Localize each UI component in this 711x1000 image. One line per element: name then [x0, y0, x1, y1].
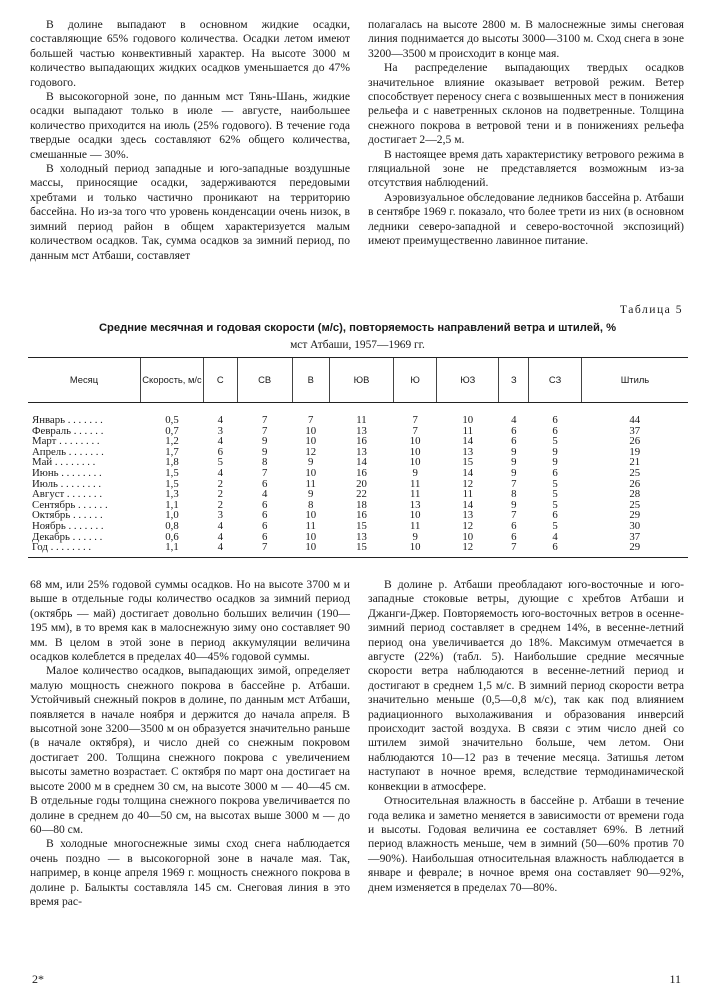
- value-cell: 8: [511, 488, 517, 501]
- month-cell: Февраль . . . . . .: [32, 424, 104, 437]
- header-cell: С: [204, 358, 238, 403]
- value-cell: 12: [437, 542, 499, 557]
- table-title: Средние месячная и годовая скорости (м/с), повторяемость направлений ветра и штилей, %: [98, 322, 617, 334]
- paragraph: Малое количество осадков, выпадающих зимой, определяет малую мощность снежного покрова в бассейне р. Атбаши. Устойчивый снежный покров в долине, по данным мст Атбаши, появляется в начале ноября и держится до начала апреля. В высотной зоне 3200—3500 м он образуется значительно раньше (в начале октября), и число дней со снежным покровом достигает 200. Толщина снежного покрова с увеличением высоты заметно возрастает. С октября по март она достигает на высоте 2000 м в среднем 30 см, на высоте 3000 м — 40—45 см. В отдельные годы толщина снежного покрова увеличивается по долине в среднем до 40—50 см, на высотах выше 3000 м — до 60—80 см.: [30, 664, 350, 836]
- value-cell: 4: [217, 435, 223, 448]
- paragraph: В высокогорной зоне, по данным мст Тянь-Шань, жидкие осадки выпадают только в июле — августе, наибольшее количество приходится на июль (25% годового). В течение года твердые осадки здесь составляют 62% общего количества, смешанные — 30%.: [30, 90, 350, 161]
- value-cell: 4: [217, 414, 223, 426]
- value-cell: 11: [462, 424, 473, 437]
- table-row: [28, 415, 688, 426]
- value-cell: 12: [305, 445, 317, 458]
- value-cell: 5: [552, 498, 558, 511]
- wind-table: [28, 357, 688, 558]
- value-cell: 1,5: [165, 477, 179, 490]
- value-cell: 6: [261, 477, 268, 490]
- paragraph: В холодный период западные и юго-западные воздушные массы, приносящие осадки, задерживаются передовыми хребтами и только частично проникают на территорию бассейна. Но из-за того что уровень конденсации очень низок, в зимний период район в общем характеризуется малым количеством осадков. Так, сумма осадков за зимний период, по данным мст Атбаши, составляет: [30, 162, 350, 262]
- paragraph: В долине выпадают в основном жидкие осадки, составляющие 65% годового количества. Осадки летом имеют большей частью конвективный характер. На высоте 3000 м количество выпадающих жидких осадков уменьшается до 47% годового.: [30, 18, 350, 89]
- value-cell: 15: [356, 519, 367, 532]
- value-cell: 8: [308, 498, 314, 511]
- value-cell: 7: [261, 466, 268, 479]
- sheet-signature: 2*: [32, 972, 44, 986]
- month-cell: Июль . . . . . . . .: [32, 477, 102, 490]
- header-cell: СЗ: [529, 358, 582, 403]
- header-cell: СВ: [237, 358, 292, 403]
- value-cell: 10: [292, 542, 329, 557]
- value-cell: 6: [511, 530, 517, 543]
- page-number: 11: [669, 972, 681, 986]
- value-cell: 22: [356, 488, 367, 501]
- text-column-bottom-right: [368, 578, 684, 895]
- value-cell: 15: [329, 542, 393, 557]
- paragraph: В настоящее время дать характеристику ветрового режима в гляциальной зоне не представляется возможным из-за отсутствия наблюдений.: [368, 147, 684, 190]
- value-cell: 7: [511, 509, 517, 522]
- month-cell: Июнь . . . . . . . .: [32, 466, 102, 479]
- value-cell: 7: [261, 414, 268, 426]
- value-cell: 9: [552, 445, 558, 458]
- value-cell: 3: [217, 424, 223, 437]
- value-cell: 6: [511, 435, 517, 448]
- value-cell: 12: [462, 477, 474, 490]
- month-cell: Год . . . . . . . .: [28, 542, 141, 557]
- value-cell: 16: [356, 509, 367, 522]
- value-cell: 6: [552, 414, 558, 426]
- value-cell: 0,5: [165, 414, 179, 426]
- value-cell: 16: [356, 466, 367, 479]
- value-cell: 26: [629, 477, 641, 490]
- month-cell: Январь . . . . . . .: [32, 414, 103, 426]
- month-cell: Декабрь . . . . . .: [32, 530, 103, 543]
- value-cell: 9: [308, 456, 314, 469]
- value-cell: 9: [511, 498, 517, 511]
- value-cell: 4: [261, 488, 268, 501]
- value-cell: 10: [462, 530, 474, 543]
- value-cell: 13: [462, 509, 474, 522]
- value-cell: 9: [511, 456, 517, 469]
- value-cell: 25: [629, 466, 641, 479]
- table-row: [28, 521, 688, 532]
- month-cell: Октябрь . . . . . .: [32, 509, 103, 522]
- value-cell: 10: [409, 445, 421, 458]
- paragraph: Аэровизуальное обследование ледников бассейна р. Атбаши в сентябре 1969 г. показало, что более трети из них (в основном ледники северо-западной и северо-восточной экспозиций) имеют преимущественно лавинное питание.: [368, 190, 684, 248]
- value-cell: 4: [217, 530, 223, 543]
- value-cell: 2: [217, 488, 223, 501]
- table-row: [28, 468, 688, 479]
- text-column-top-left: [30, 18, 350, 263]
- value-cell: 21: [629, 456, 641, 469]
- value-cell: 11: [305, 477, 316, 490]
- value-cell: 7: [499, 542, 529, 557]
- paragraph-continuation: полагалась на высоте 2800 м. В малоснежные зимы снеговая линия поднимается до высоты 3000—3100 м. Сход снега в зоне 3200—3500 м происходит в конце мая.: [368, 18, 684, 60]
- value-cell: 1,8: [165, 456, 179, 469]
- value-cell: 44: [629, 414, 641, 426]
- value-cell: 13: [409, 498, 421, 511]
- value-cell: 6: [552, 424, 558, 437]
- value-cell: 6: [261, 519, 268, 532]
- value-cell: 9: [511, 466, 517, 479]
- value-cell: 5: [552, 435, 558, 448]
- month-cell: Ноябрь . . . . . . .: [32, 519, 104, 532]
- value-cell: 37: [629, 530, 641, 543]
- paragraph-continuation: 68 мм, или 25% годовой суммы осадков. Но на высоте 3700 м и выше в отдельные годы количество осадков за зимний период (октябрь — май) достигает довольно больших величин (190—195 мм), в то время как в малоснежную зиму оно составляет 90 мм. В целом в этой зоне в период аккумуляции величина осадков колеблется в пределах 40—45% годовой суммы.: [30, 578, 350, 664]
- value-cell: 0,8: [165, 519, 179, 532]
- value-cell: 25: [629, 498, 641, 511]
- value-cell: 0,6: [165, 530, 179, 543]
- text-column-top-right: [368, 18, 684, 249]
- month-cell: Август . . . . . . .: [32, 488, 103, 501]
- value-cell: 9: [412, 466, 418, 479]
- text-column-bottom-left: [30, 578, 350, 909]
- table-row: [28, 542, 688, 557]
- value-cell: 13: [356, 445, 367, 458]
- value-cell: 5: [552, 519, 558, 532]
- paragraph: В долине р. Атбаши преобладают юго-восточные и юго-западные стоковые ветры, дующие с хребтов Атбаши и Джанги-Джер. Повторяемость юго-восточных ветров в осенне-зимний период составляет в среднем 14%, в весенне-летний период она увеличивается до 18%. Максимум отмечается в августе (22%) (табл. 5). Наибольшие средние месячные скорости ветра наблюдаются в весенне-летний период и достигают в среднем 1,5 м/с. В зимний период скорости ветра значительно меньше (0,5—0,8 м/с), так как под влиянием радиационного выхолаживания и образования инверсий происходит застой воздуха. В связи с этим число дней со штилем зимой значительно больше, чем летом. Они наблюдаются 10—12 раз в течение месяца. Затишья летом наступают в ночное время, вследствие термодинамической конвекции в атмосфере.: [368, 578, 684, 793]
- header-cell: Скорость, м/с: [141, 358, 204, 403]
- header-cell: ЮЗ: [437, 358, 499, 403]
- value-cell: 4: [552, 530, 558, 543]
- value-cell: 4: [217, 466, 223, 479]
- value-cell: 9: [261, 445, 268, 458]
- value-cell: 28: [629, 488, 641, 501]
- value-cell: 11: [356, 414, 367, 426]
- value-cell: 3: [217, 509, 223, 522]
- value-cell: 10: [305, 424, 317, 437]
- value-cell: 6: [552, 509, 558, 522]
- value-cell: 7: [511, 477, 517, 490]
- value-cell: 30: [629, 519, 641, 532]
- value-cell: 14: [462, 435, 474, 448]
- value-cell: 13: [356, 424, 367, 437]
- value-cell: 10: [409, 435, 421, 448]
- value-cell: 9: [412, 530, 418, 543]
- value-cell: 14: [462, 466, 474, 479]
- value-cell: 7: [308, 414, 314, 426]
- value-cell: 2: [217, 477, 223, 490]
- value-cell: 14: [462, 498, 474, 511]
- value-cell: 1,3: [165, 488, 179, 501]
- month-cell: Май . . . . . . . .: [32, 456, 96, 469]
- table-body: [28, 403, 688, 558]
- value-cell: 6: [261, 498, 268, 511]
- header-cell: Ю: [394, 358, 437, 403]
- paragraph: На распределение выпадающих твердых осадков значительное влияние оказывает ветровой режим. Ветер способствует переносу снега с возвышенных мест в понижения рельефа и с наветренных склонов на подветренные. Толщина снежного покрова в ветровой тени и в понижениях рельефа достигает 2—2,5 м.: [368, 61, 684, 147]
- month-cell: Сентябрь . . . . . .: [32, 498, 108, 511]
- value-cell: 2: [217, 498, 223, 511]
- table-number-label: Таблица 5: [619, 303, 683, 316]
- value-cell: 10: [409, 509, 421, 522]
- value-cell: 29: [629, 509, 641, 522]
- value-cell: 6: [217, 445, 223, 458]
- value-cell: 9: [308, 488, 314, 501]
- header-cell: В: [292, 358, 329, 403]
- value-cell: 15: [462, 456, 474, 469]
- value-cell: 14: [356, 456, 367, 469]
- value-cell: 4: [204, 542, 238, 557]
- value-cell: 1,2: [165, 435, 179, 448]
- value-cell: 10: [305, 530, 317, 543]
- value-cell: 29: [581, 542, 688, 557]
- value-cell: 4: [511, 414, 517, 426]
- value-cell: 6: [261, 509, 268, 522]
- value-cell: 26: [629, 435, 641, 448]
- value-cell: 6: [511, 519, 517, 532]
- value-cell: 1,1: [141, 542, 204, 557]
- month-cell: Март . . . . . . . .: [32, 435, 100, 448]
- value-cell: 9: [511, 445, 517, 458]
- header-cell: Месяц: [28, 358, 141, 403]
- value-cell: 9: [261, 435, 268, 448]
- value-cell: 13: [356, 530, 367, 543]
- value-cell: 11: [409, 477, 421, 490]
- value-cell: 13: [462, 445, 474, 458]
- value-cell: 6: [261, 530, 268, 543]
- value-cell: 1,5: [165, 466, 179, 479]
- value-cell: 11: [409, 488, 421, 501]
- value-cell: 16: [356, 435, 367, 448]
- table-header-row: [28, 358, 688, 403]
- value-cell: 4: [217, 519, 223, 532]
- value-cell: 1,1: [165, 498, 179, 511]
- paragraph: Относительная влажность в бассейне р. Атбаши в течение года велика и заметно меняется в зависимости от времени года и высоты. Годовая величина ее составляет 69%. В летний период влажность меньше, чем в зимний (50—60% против 70—90%). Наибольшая относительная влажность наблюдается в январе и феврале; в ночное время она составляет 90—92%, днем изменяется в пределах 70—80%.: [368, 794, 684, 894]
- value-cell: 10: [462, 414, 474, 426]
- header-cell: З: [499, 358, 529, 403]
- value-cell: 6: [552, 466, 558, 479]
- value-cell: 20: [356, 477, 367, 490]
- value-cell: 9: [552, 456, 558, 469]
- value-cell: 19: [629, 445, 641, 458]
- value-cell: 7: [237, 542, 292, 557]
- value-cell: 37: [629, 424, 641, 437]
- paragraph: В холодные многоснежные зимы сход снега наблюдается очень поздно — в высокогорной зоне в начале мая. Так, например, в конце апреля 1969 г. мощность снежного покрова в долине р. Балыкты составляла 145 см. Снеговая линия в это время рас-: [30, 837, 350, 908]
- value-cell: 10: [305, 509, 317, 522]
- value-cell: 10: [305, 466, 317, 479]
- value-cell: 1,0: [165, 509, 179, 522]
- value-cell: 12: [462, 519, 474, 532]
- table-subtitle: мст Атбаши, 1957—1969 гг.: [290, 339, 425, 351]
- value-cell: 0,7: [165, 424, 179, 437]
- value-cell: 5: [552, 477, 558, 490]
- value-cell: 6: [511, 424, 517, 437]
- value-cell: 18: [356, 498, 367, 511]
- value-cell: 11: [305, 519, 316, 532]
- value-cell: 7: [261, 424, 268, 437]
- value-cell: 11: [462, 488, 473, 501]
- value-cell: 7: [412, 424, 418, 437]
- value-cell: 7: [412, 414, 418, 426]
- value-cell: 5: [217, 456, 223, 469]
- value-cell: 5: [552, 488, 558, 501]
- header-cell: ЮВ: [329, 358, 393, 403]
- value-cell: 10: [409, 456, 421, 469]
- value-cell: 1,7: [165, 445, 179, 458]
- month-cell: Апрель . . . . . . .: [32, 445, 104, 458]
- value-cell: 11: [409, 519, 421, 532]
- value-cell: 6: [529, 542, 582, 557]
- value-cell: 8: [261, 456, 268, 469]
- value-cell: 10: [394, 542, 437, 557]
- header-cell: Штиль: [581, 358, 688, 403]
- value-cell: 10: [305, 435, 317, 448]
